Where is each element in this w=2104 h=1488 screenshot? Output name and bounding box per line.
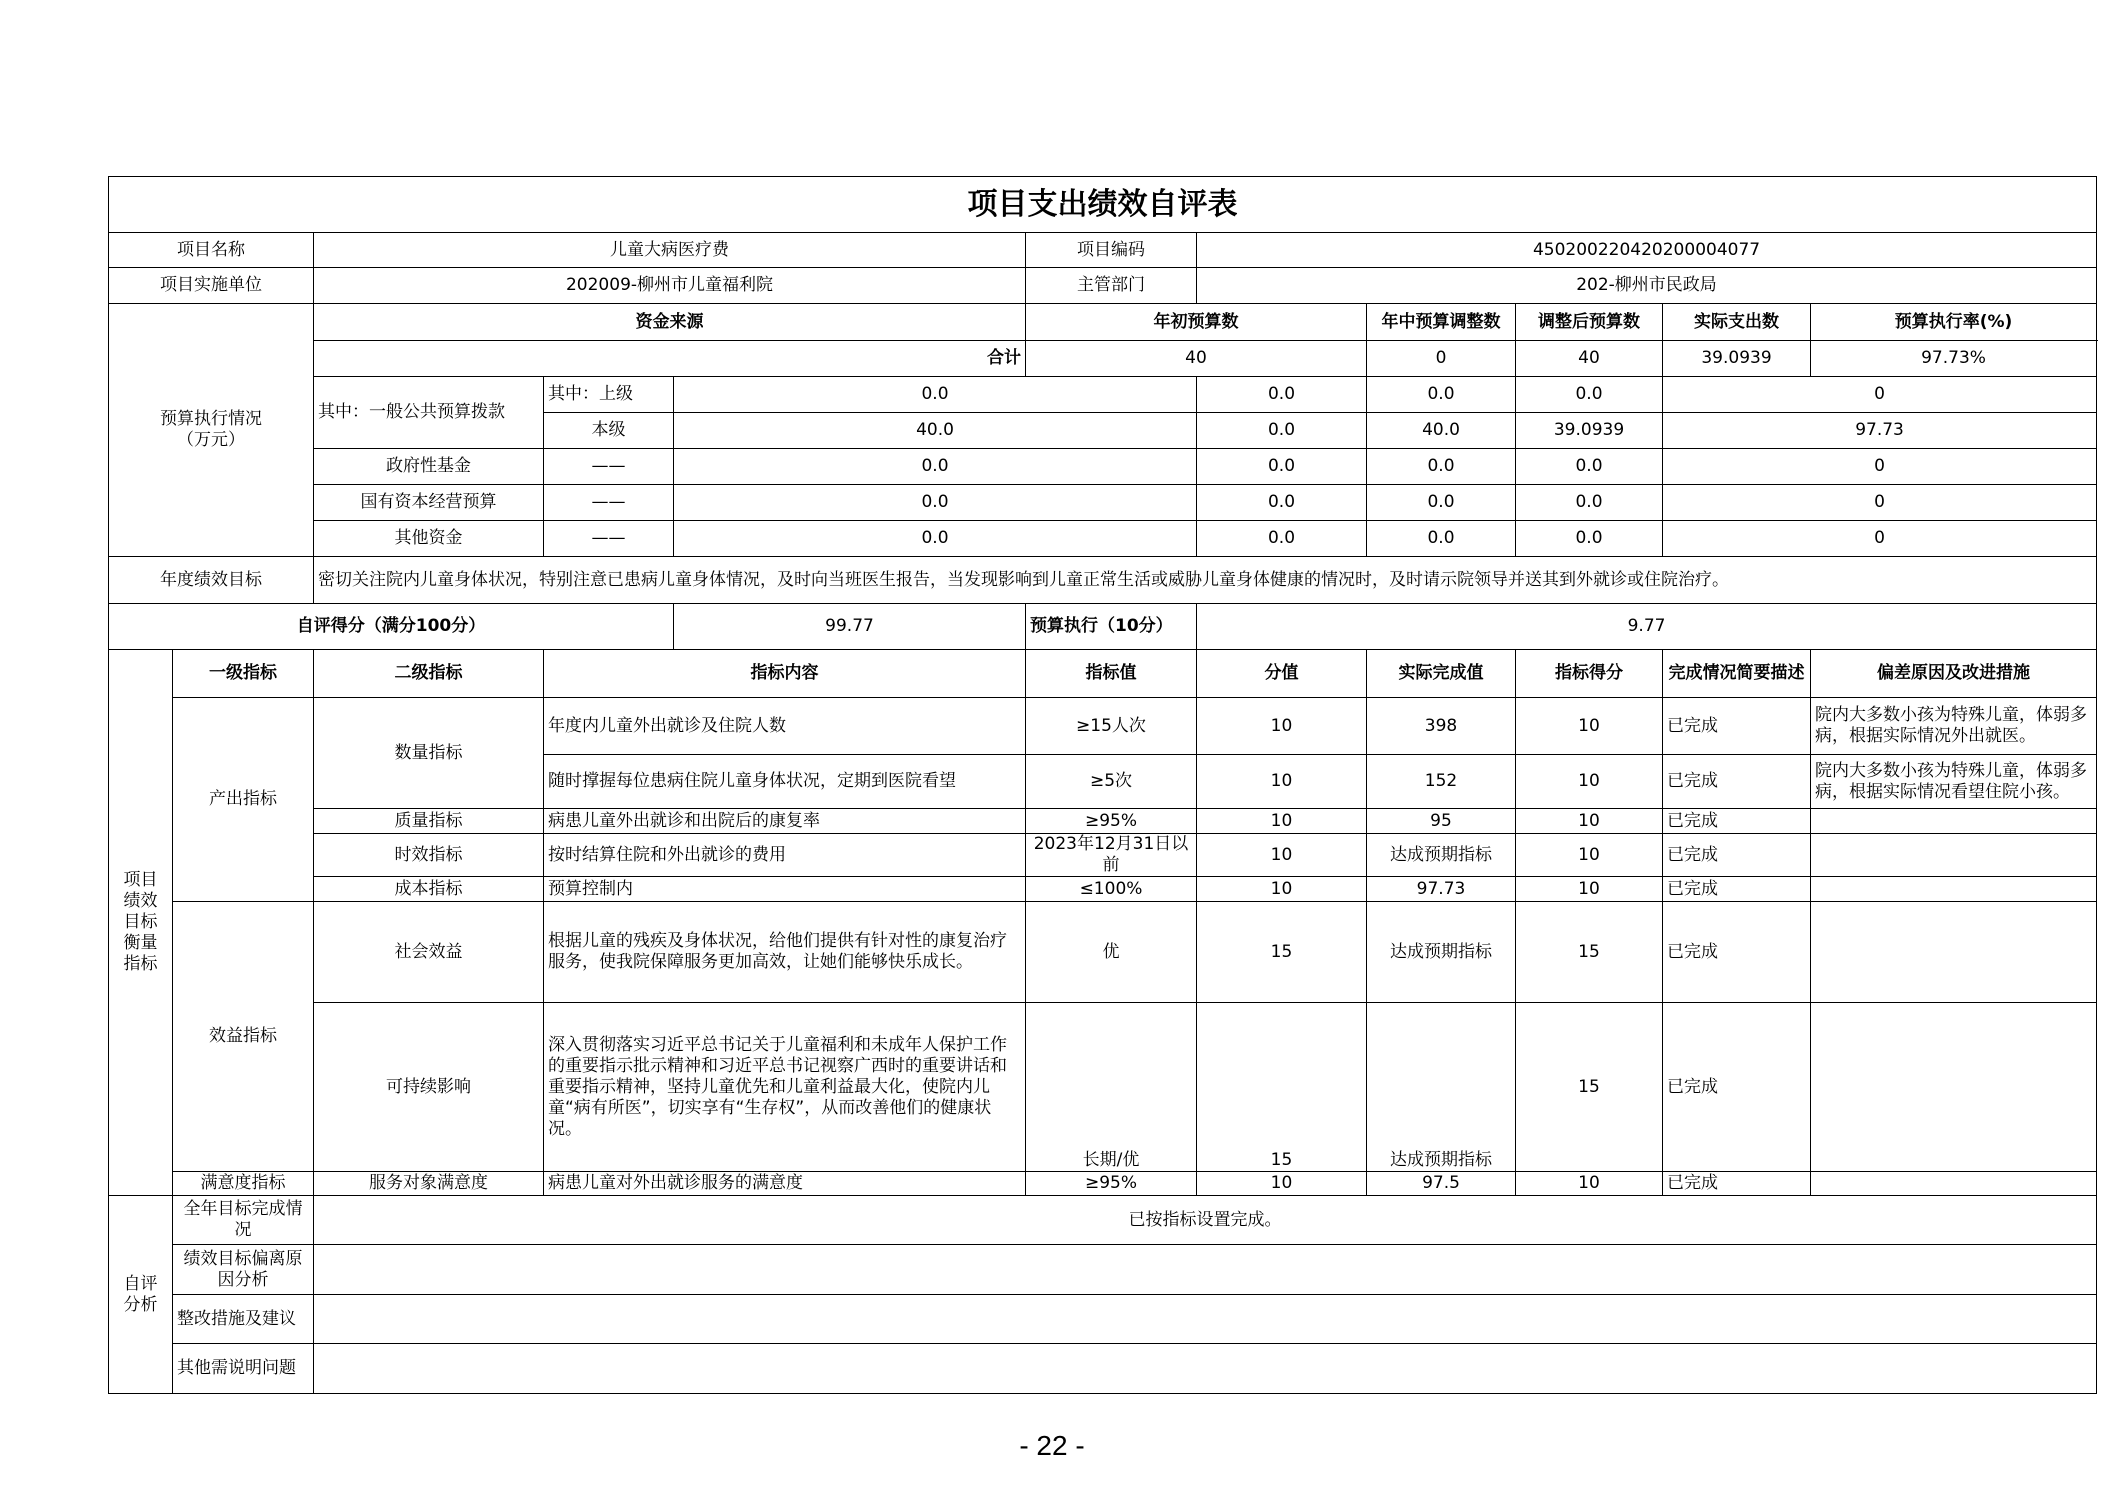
- ind-target: 2023年12月31日以前: [1026, 834, 1197, 877]
- analysis-text: 已按指标设置完成。: [314, 1196, 2097, 1245]
- ind-l2-cost: 成本指标: [314, 877, 544, 902]
- ind-score: 10: [1516, 809, 1663, 834]
- ind-content: 根据儿童的残疾及身体状况，给他们提供有针对性的康复治疗服务，使我院保障服务更加高效，让她们能够快乐成长。: [544, 902, 1026, 1003]
- ind-score: 10: [1516, 698, 1663, 755]
- ind-reason: 院内大多数小孩为特殊儿童，体弱多病，根据实际情况外出就医。: [1811, 698, 2097, 755]
- analysis-label: 绩效目标偏离原因分析: [173, 1245, 314, 1295]
- budget-cell: 0.0: [1516, 449, 1663, 485]
- budget-cell: 0.0: [1367, 377, 1516, 413]
- project-code-label: 项目编码: [1026, 233, 1197, 268]
- budget-cell: 0.0: [674, 449, 1197, 485]
- self-score-label: 自评得分（满分100分）: [109, 604, 674, 650]
- budget-cell: 0.0: [674, 377, 1197, 413]
- budget-general-sub1: 其中：上级: [544, 377, 674, 413]
- ind-target: ≤100%: [1026, 877, 1197, 902]
- budget-header-adjust: 年中预算调整数: [1367, 304, 1516, 341]
- budget-cell: 0: [1663, 449, 2097, 485]
- ind-actual: 达成预期指标: [1367, 902, 1516, 1003]
- ind-content: 病患儿童对外出就诊服务的满意度: [544, 1172, 1026, 1196]
- ind-header-status: 完成情况简要描述: [1663, 650, 1811, 698]
- ind-points: 15: [1197, 902, 1367, 1003]
- budget-cell: 0: [1663, 485, 2097, 521]
- ind-points: 15: [1197, 1003, 1367, 1172]
- ind-reason: [1811, 902, 2097, 1003]
- ind-header-actual: 实际完成值: [1367, 650, 1516, 698]
- budget-total-initial: 40: [1026, 341, 1367, 377]
- budget-cell: 0.0: [1367, 521, 1516, 557]
- ind-l2-quantity: 数量指标: [314, 698, 544, 809]
- dept-label: 主管部门: [1026, 268, 1197, 304]
- budget-row-label: 政府性基金: [314, 449, 544, 485]
- budget-exec-label: [109, 304, 314, 557]
- ind-target: ≥15人次: [1026, 698, 1197, 755]
- project-name-value: 儿童大病医疗费: [314, 233, 1026, 268]
- ind-header-l2: 二级指标: [314, 650, 544, 698]
- budget-total-adjusted: 40: [1516, 341, 1663, 377]
- ind-content: 按时结算住院和外出就诊的费用: [544, 834, 1026, 877]
- impl-unit-label: 项目实施单位: [109, 268, 314, 304]
- ind-l1-output: 产出指标: [173, 698, 314, 902]
- ind-l2-timeliness: 时效指标: [314, 834, 544, 877]
- analysis-text: [314, 1245, 2097, 1295]
- budget-cell: 0.0: [1197, 413, 1367, 449]
- ind-l1-benefit: 效益指标: [173, 902, 314, 1172]
- budget-row-dash: ——: [544, 449, 674, 485]
- ind-status: 已完成: [1663, 755, 1811, 809]
- ind-actual: 97.5: [1367, 1172, 1516, 1196]
- ind-reason: [1811, 1003, 2097, 1172]
- budget-cell: 0.0: [1367, 485, 1516, 521]
- budget-row-label: 其他资金: [314, 521, 544, 557]
- impl-unit-value: 202009-柳州市儿童福利院: [314, 268, 1026, 304]
- ind-score: 15: [1516, 902, 1663, 1003]
- ind-target: ≥5次: [1026, 755, 1197, 809]
- analysis-label: 全年目标完成情况: [173, 1196, 314, 1245]
- ind-reason: [1811, 834, 2097, 877]
- ind-status: 已完成: [1663, 1003, 1811, 1172]
- budget-cell: 40.0: [674, 413, 1197, 449]
- budget-cell: 0.0: [1516, 377, 1663, 413]
- ind-content: 随时撑握每位患病住院儿童身体状况，定期到医院看望: [544, 755, 1026, 809]
- budget-cell: 0.0: [1197, 485, 1367, 521]
- ind-target: 优: [1026, 902, 1197, 1003]
- analysis-label: 整改措施及建议: [173, 1295, 314, 1344]
- ind-points: 10: [1197, 809, 1367, 834]
- budget-cell: 40.0: [1367, 413, 1516, 449]
- ind-status: 已完成: [1663, 834, 1811, 877]
- ind-target: ≥95%: [1026, 1172, 1197, 1196]
- ind-l2-service: 服务对象满意度: [314, 1172, 544, 1196]
- ind-reason: [1811, 809, 2097, 834]
- ind-actual: 97.73: [1367, 877, 1516, 902]
- budget-general-label: 其中：一般公共预算拨款: [314, 377, 544, 449]
- ind-target: 长期/优: [1026, 1003, 1197, 1172]
- ind-score: 15: [1516, 1003, 1663, 1172]
- budget-cell: 39.0939: [1516, 413, 1663, 449]
- ind-actual: 达成预期指标: [1367, 834, 1516, 877]
- ind-actual: 398: [1367, 698, 1516, 755]
- ind-l2-social: 社会效益: [314, 902, 544, 1003]
- ind-points: 10: [1197, 755, 1367, 809]
- ind-actual: 达成预期指标: [1367, 1003, 1516, 1172]
- ind-reason: [1811, 1172, 2097, 1196]
- performance-self-evaluation-table: [108, 176, 2097, 1394]
- ind-status: 已完成: [1663, 902, 1811, 1003]
- budget-cell: 0.0: [1516, 521, 1663, 557]
- annual-goal-text: 密切关注院内儿童身体状况，特别注意已患病儿童身体情况，及时向当班医生报告，当发现影响到儿童正常生活或威胁儿童身体健康的情况时，及时请示院领导并送其到外就诊或住院治疗。: [314, 557, 2097, 604]
- ind-content: 深入贯彻落实习近平总书记关于儿童福利和未成年人保护工作的重要指示批示精神和习近平总书记视察广西时的重要讲话和重要指示精神，坚持儿童优先和儿童利益最大化，使院内儿童“病有所医”，切实享有“生存权”，从而改善他们的健康状况。: [544, 1003, 1026, 1172]
- ind-content: 年度内儿童外出就诊及住院人数: [544, 698, 1026, 755]
- budget-total-actual: 39.0939: [1663, 341, 1811, 377]
- ind-header-score: 指标得分: [1516, 650, 1663, 698]
- page-number: - 22 -: [1019, 1430, 1085, 1461]
- ind-l2-sustainable: 可持续影响: [314, 1003, 544, 1172]
- project-code-value: 450200220420200004077: [1197, 233, 2097, 268]
- ind-score: 10: [1516, 877, 1663, 902]
- budget-total-rate: 97.73%: [1811, 341, 2097, 377]
- ind-header-target: 指标值: [1026, 650, 1197, 698]
- budget-header-actual: 实际支出数: [1663, 304, 1811, 341]
- ind-score: 10: [1516, 834, 1663, 877]
- budget-cell: 0.0: [674, 485, 1197, 521]
- analysis-text: [314, 1295, 2097, 1344]
- budget-cell: 0: [1663, 521, 2097, 557]
- ind-score: 10: [1516, 1172, 1663, 1196]
- budget-general-sub2: 本级: [544, 413, 674, 449]
- budget-exec-score-value: 9.77: [1197, 604, 2097, 650]
- ind-status: 已完成: [1663, 698, 1811, 755]
- budget-exec-label-text: 预算执行情况 （万元）: [160, 409, 262, 450]
- ind-points: 10: [1197, 698, 1367, 755]
- analysis-text: [314, 1344, 2097, 1394]
- ind-status: 已完成: [1663, 809, 1811, 834]
- ind-header-points: 分值: [1197, 650, 1367, 698]
- budget-cell: 0.0: [1197, 449, 1367, 485]
- budget-total-label: 合计: [314, 341, 1026, 377]
- budget-cell: 0: [1663, 377, 2097, 413]
- budget-header-rate: 预算执行率(%): [1811, 304, 2097, 341]
- budget-header-adjusted: 调整后预算数: [1516, 304, 1663, 341]
- ind-score: 10: [1516, 755, 1663, 809]
- budget-row-dash: ——: [544, 521, 674, 557]
- ind-header-content: 指标内容: [544, 650, 1026, 698]
- budget-row-dash: ——: [544, 485, 674, 521]
- table-title: 项目支出绩效自评表: [109, 177, 2097, 233]
- budget-exec-score-label: 预算执行（10分）: [1026, 604, 1197, 650]
- budget-cell: 97.73: [1663, 413, 2097, 449]
- project-name-label: 项目名称: [109, 233, 314, 268]
- analysis-label: 其他需说明问题: [173, 1344, 314, 1394]
- ind-reason: [1811, 877, 2097, 902]
- ind-target: ≥95%: [1026, 809, 1197, 834]
- indicators-section-label: [109, 650, 173, 1196]
- ind-points: 10: [1197, 1172, 1367, 1196]
- ind-actual: 152: [1367, 755, 1516, 809]
- budget-header-initial: 年初预算数: [1026, 304, 1367, 341]
- ind-points: 10: [1197, 834, 1367, 877]
- indicators-section-label-text: 项目 绩效 目标 衡量 指标: [123, 870, 158, 974]
- budget-cell: 0.0: [674, 521, 1197, 557]
- ind-actual: 95: [1367, 809, 1516, 834]
- ind-header-reason: 偏差原因及改进措施: [1811, 650, 2097, 698]
- budget-cell: 0.0: [1197, 377, 1367, 413]
- self-analysis-label: [109, 1196, 173, 1394]
- ind-header-l1: 一级指标: [173, 650, 314, 698]
- budget-cell: 0.0: [1367, 449, 1516, 485]
- annual-goal-label: 年度绩效目标: [109, 557, 314, 604]
- budget-header-source: 资金来源: [314, 304, 1026, 341]
- ind-l1-satisfaction: 满意度指标: [173, 1172, 314, 1196]
- ind-content: 预算控制内: [544, 877, 1026, 902]
- ind-status: 已完成: [1663, 1172, 1811, 1196]
- ind-l2-quality: 质量指标: [314, 809, 544, 834]
- ind-points: 10: [1197, 877, 1367, 902]
- ind-content: 病患儿童外出就诊和出院后的康复率: [544, 809, 1026, 834]
- budget-cell: 0.0: [1197, 521, 1367, 557]
- ind-status: 已完成: [1663, 877, 1811, 902]
- dept-value: 202-柳州市民政局: [1197, 268, 2097, 304]
- self-analysis-label-text: 自评 分析: [123, 1273, 158, 1315]
- budget-cell: 0.0: [1516, 485, 1663, 521]
- ind-reason: 院内大多数小孩为特殊儿童，体弱多病，根据实际情况看望住院小孩。: [1811, 755, 2097, 809]
- self-score-value: 99.77: [674, 604, 1026, 650]
- budget-total-adjust: 0: [1367, 341, 1516, 377]
- budget-row-label: 国有资本经营预算: [314, 485, 544, 521]
